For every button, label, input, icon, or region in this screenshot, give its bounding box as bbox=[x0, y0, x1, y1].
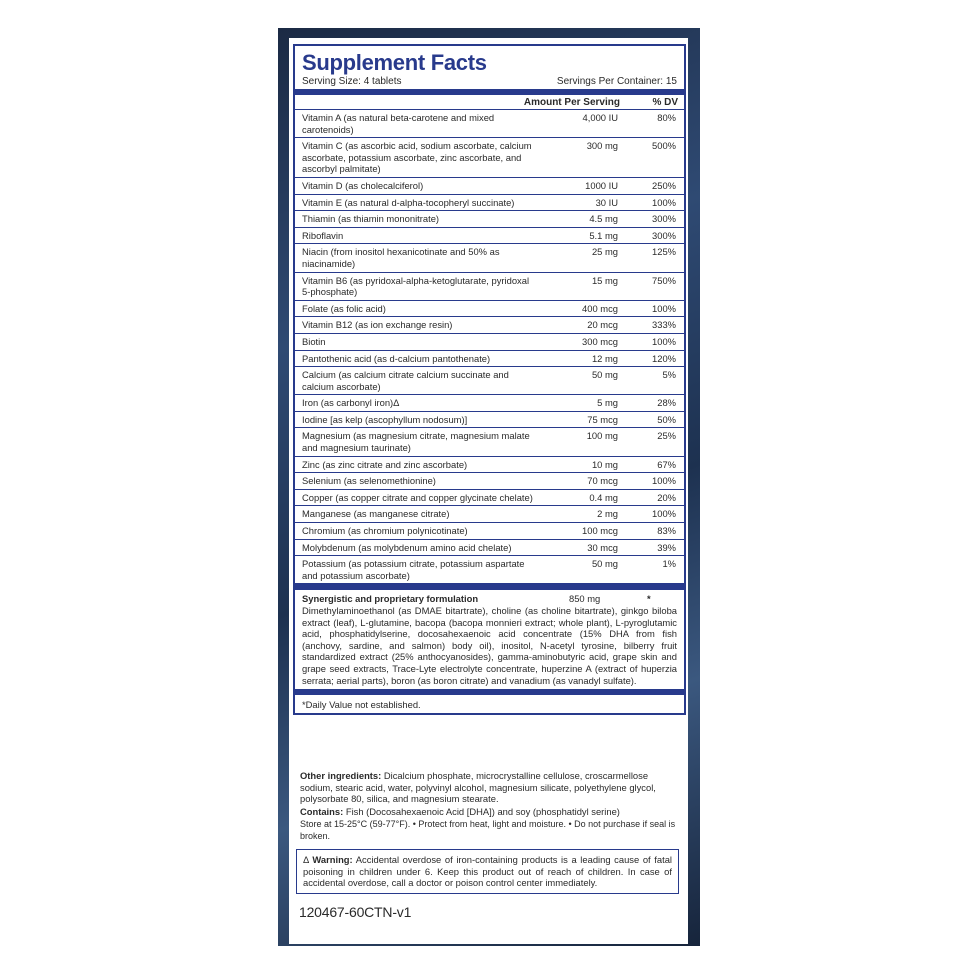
nutrient-name: Calcium (as calcium citrate calcium succinate and calcium ascorbate) bbox=[302, 369, 509, 392]
supplement-facts-panel bbox=[293, 44, 686, 715]
nutrient-amount: 5 mg bbox=[597, 397, 618, 409]
contains-line bbox=[300, 806, 678, 818]
warning-text: Accidental overdose of iron-containing products is a leading cause of fatal poisoning in children under 6. Keep this product out of reach of children. In case of accidental overdose, call a doctor or poison control center immediately. bbox=[303, 854, 672, 889]
proprietary-dv: * bbox=[647, 593, 651, 605]
column-header bbox=[295, 95, 684, 110]
nutrient-dv: 83% bbox=[657, 525, 676, 537]
other-ingredients-text: Dicalcium phosphate, microcrystalline cellulose, croscarmellose sodium, stearic acid, water, polyvinyl alcohol, magnesium silicate, polyethylene glycol, polysorbate 80, silica, and magnesium stearate. bbox=[300, 770, 656, 805]
dv-note: *Daily Value not established. bbox=[295, 689, 684, 713]
nutrient-row bbox=[295, 457, 684, 474]
nutrient-dv: 125% bbox=[652, 246, 676, 258]
nutrient-amount: 400 mcg bbox=[582, 302, 618, 314]
nutrient-dv: 300% bbox=[652, 229, 676, 241]
nutrient-row bbox=[295, 506, 684, 523]
nutrient-amount: 50 mg bbox=[591, 558, 618, 570]
nutrient-dv: 333% bbox=[652, 319, 676, 331]
nutrient-row bbox=[295, 351, 684, 368]
nutrient-amount: 300 mg bbox=[586, 140, 618, 152]
nutrient-row bbox=[295, 490, 684, 507]
nutrient-dv: 100% bbox=[652, 335, 676, 347]
nutrient-amount: 50 mg bbox=[591, 369, 618, 381]
proprietary-description: Dimethylaminoethanol (as DMAE bitartrate), choline (as choline bitartrate), ginkgo biloba extract (leaf), L-glutamine, bacopa (bacopa monnieri extract; whole plant), L-pyroglutamic acid, phosphatidylserine, docosahexaenoic acid concentrate (15% DHA from fish (anchovy, sardine, and salmon) body oil), inositol, N-acetyl tyrosine, bilberry fruit standardized extract (25% anthocyanosides), gamma-aminobutyric acid, grape skin and grape seed extracts, Trace-Lyte electrolyte concentrate, huperzine A (extract of huperzia serrata; aerial parts), boron (as boron citrate) and vanadium (as vanadyl sulfate). bbox=[302, 605, 677, 686]
nutrient-row bbox=[295, 412, 684, 429]
serving-info bbox=[295, 75, 684, 89]
servings-per-container: Servings Per Container: 15 bbox=[556, 76, 677, 87]
nutrient-row bbox=[295, 540, 684, 557]
nutrient-dv: 100% bbox=[652, 475, 676, 487]
storage-text: Store at 15-25°C (59-77°F). • Protect from heat, light and moisture. • Do not purchase if seal is broken. bbox=[300, 819, 676, 841]
nutrient-amount: 25 mg bbox=[591, 246, 618, 258]
nutrient-amount: 100 mg bbox=[586, 430, 618, 442]
nutrient-name: Potassium (as potassium citrate, potassium aspartate and potassium ascorbate) bbox=[302, 558, 525, 581]
nutrient-dv: 67% bbox=[657, 458, 676, 470]
nutrient-amount: 15 mg bbox=[591, 274, 618, 286]
nutrient-amount: 4,000 IU bbox=[582, 112, 618, 123]
nutrient-row bbox=[295, 395, 684, 412]
warning-label: Warning: bbox=[312, 854, 353, 865]
nutrient-amount: 100 mcg bbox=[582, 525, 618, 537]
nutrient-dv: 250% bbox=[652, 179, 676, 191]
nutrient-name: Pantothenic acid (as d-calcium pantothenate) bbox=[302, 352, 491, 364]
nutrient-name: Iron (as carbonyl iron)Δ bbox=[302, 397, 400, 409]
proprietary-amount: 850 mg bbox=[569, 593, 601, 605]
nutrient-dv: 120% bbox=[652, 352, 676, 364]
nutrient-name: Molybdenum (as molybdenum amino acid chelate) bbox=[302, 541, 512, 553]
nutrient-amount: 12 mg bbox=[591, 352, 618, 364]
nutrient-name: Manganese (as manganese citrate) bbox=[302, 508, 450, 520]
nutrient-dv: 25% bbox=[657, 430, 676, 442]
nutrient-amount: 70 mcg bbox=[587, 475, 618, 487]
nutrient-name: Thiamin (as thiamin mononitrate) bbox=[302, 213, 440, 225]
nutrient-amount: 30 IU bbox=[595, 196, 618, 208]
panel-title: Supplement Facts bbox=[302, 50, 487, 75]
nutrient-row bbox=[295, 473, 684, 490]
proprietary-header bbox=[302, 593, 677, 605]
nutrient-name: Vitamin B6 (as pyridoxal-alpha-ketoglutarate, pyridoxal 5-phosphate) bbox=[302, 274, 530, 298]
iron-warning-box bbox=[296, 849, 679, 894]
nutrient-row bbox=[295, 367, 684, 395]
nutrient-name: Chromium (as chromium polynicotinate) bbox=[302, 525, 468, 537]
amount-header: Amount Per Serving bbox=[523, 96, 620, 108]
nutrient-row bbox=[295, 178, 684, 195]
nutrient-amount: 4.5 mg bbox=[589, 213, 618, 225]
nutrient-name: Vitamin B12 (as ion exchange resin) bbox=[302, 319, 453, 331]
nutrient-amount: 300 mcg bbox=[582, 335, 618, 347]
nutrient-name: Vitamin A (as natural beta-carotene and mixed carotenoids) bbox=[302, 112, 495, 135]
nutrient-name: Biotin bbox=[302, 335, 326, 347]
nutrient-name: Folate (as folic acid) bbox=[302, 302, 386, 314]
other-info bbox=[300, 770, 678, 844]
nutrient-row bbox=[295, 244, 684, 272]
product-code: 120467-60CTN-v1 bbox=[299, 904, 412, 920]
nutrient-row bbox=[295, 523, 684, 540]
nutrient-amount: 10 mg bbox=[591, 458, 618, 470]
nutrient-name: Vitamin C (as ascorbic acid, sodium ascorbate, calcium ascorbate, potassium ascorbate, zinc ascorbate, and ascorbyl palmitate) bbox=[302, 140, 532, 175]
nutrient-name: Riboflavin bbox=[302, 229, 344, 241]
nutrient-row bbox=[295, 211, 684, 228]
proprietary-blend bbox=[295, 590, 684, 689]
nutrient-amount: 0.4 mg bbox=[589, 491, 618, 503]
nutrient-row bbox=[295, 334, 684, 351]
nutrient-dv: 5% bbox=[662, 369, 676, 381]
nutrient-row bbox=[295, 301, 684, 318]
proprietary-name: Synergistic and proprietary formulation bbox=[302, 593, 479, 605]
nutrient-dv: 100% bbox=[652, 508, 676, 520]
nutrient-row bbox=[295, 428, 684, 456]
product-label bbox=[289, 38, 688, 944]
nutrient-name: Magnesium (as magnesium citrate, magnesium malate and magnesium taurinate) bbox=[302, 430, 530, 454]
nutrient-name: Vitamin E (as natural d-alpha-tocopheryl succinate) bbox=[302, 196, 515, 208]
contains-text: Fish (Docosahexaenoic Acid [DHA]) and soy (phosphatidyl serine) bbox=[345, 805, 620, 817]
nutrient-name: Zinc (as zinc citrate and zinc ascorbate) bbox=[302, 458, 468, 470]
dv-header: % DV bbox=[652, 96, 678, 108]
nutrient-dv: 1% bbox=[662, 558, 676, 570]
nutrient-dv: 100% bbox=[652, 196, 676, 208]
nutrient-row bbox=[295, 110, 684, 138]
nutrient-amount: 1000 IU bbox=[585, 179, 618, 191]
nutrient-name: Copper (as copper citrate and copper glycinate chelate) bbox=[302, 491, 533, 503]
nutrient-row bbox=[295, 317, 684, 334]
other-ingredients-label: Other ingredients: bbox=[300, 770, 382, 781]
nutrient-dv: 500% bbox=[652, 140, 676, 152]
other-ingredients bbox=[300, 770, 678, 805]
nutrient-row bbox=[295, 273, 684, 301]
nutrient-dv: 100% bbox=[652, 302, 676, 314]
nutrient-row bbox=[295, 556, 684, 584]
nutrient-amount: 75 mcg bbox=[587, 413, 618, 425]
nutrient-dv: 80% bbox=[657, 112, 676, 123]
nutrient-row bbox=[295, 195, 684, 212]
nutrient-dv: 20% bbox=[657, 491, 676, 503]
nutrient-dv: 750% bbox=[652, 274, 676, 286]
nutrient-name: Vitamin D (as cholecalciferol) bbox=[302, 179, 424, 191]
serving-size: Serving Size: 4 tablets bbox=[302, 76, 402, 87]
nutrient-dv: 39% bbox=[657, 541, 676, 553]
nutrient-name: Iodine [as kelp (ascophyllum nodosum)] bbox=[302, 413, 468, 425]
warning-delta-icon: Δ bbox=[303, 854, 309, 865]
nutrient-row bbox=[295, 138, 684, 178]
nutrient-amount: 5.1 mg bbox=[589, 229, 618, 241]
nutrient-row bbox=[295, 228, 684, 245]
nutrient-dv: 28% bbox=[657, 397, 676, 409]
nutrient-amount: 20 mcg bbox=[587, 319, 618, 331]
nutrient-name: Niacin (from inositol hexanicotinate and 50% as niacinamide) bbox=[302, 246, 500, 269]
nutrient-table bbox=[295, 110, 684, 584]
nutrient-dv: 50% bbox=[657, 413, 676, 425]
nutrient-amount: 30 mcg bbox=[587, 541, 618, 553]
nutrient-amount: 2 mg bbox=[597, 508, 618, 520]
nutrient-name: Selenium (as selenomethionine) bbox=[302, 475, 436, 487]
contains-label: Contains: bbox=[300, 805, 344, 817]
nutrient-dv: 300% bbox=[652, 213, 676, 225]
